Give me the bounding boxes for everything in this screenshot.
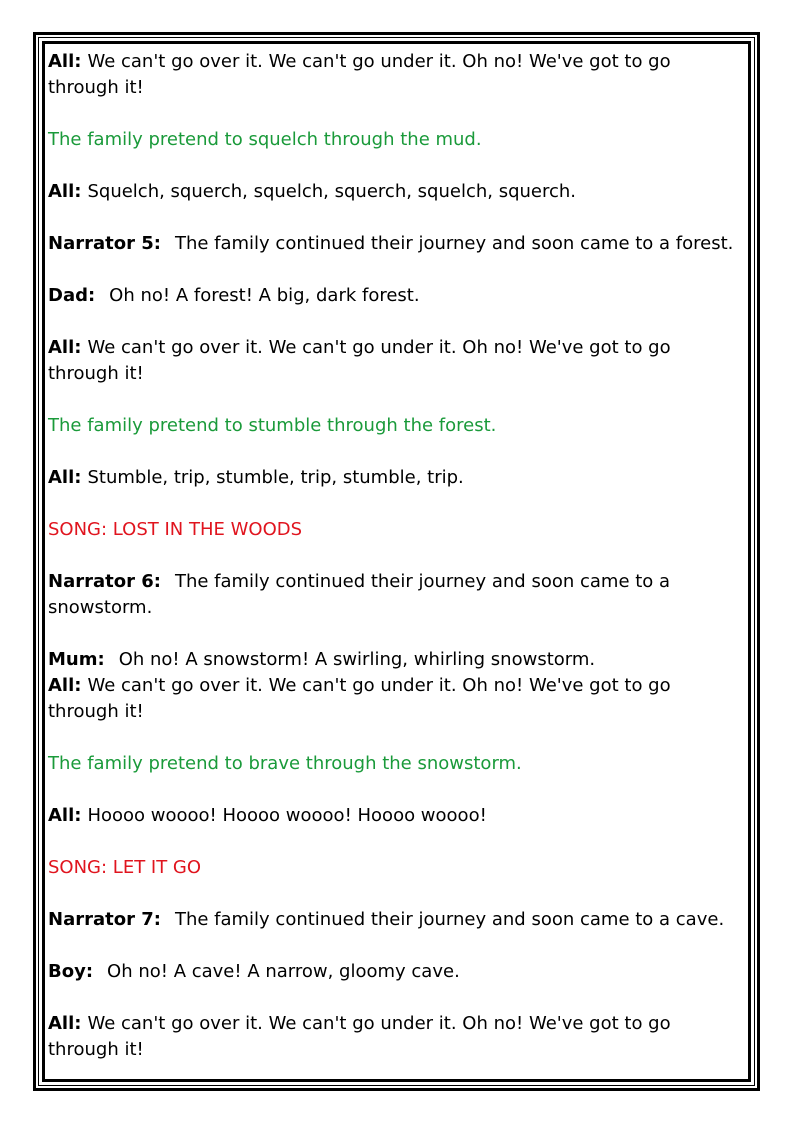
- speaker-label: Dad:: [48, 285, 96, 306]
- dialogue-line: [48, 49, 740, 101]
- dialogue-text: We can't go over it. We can't go under it. Oh no! We've got to go through it!: [48, 1013, 671, 1060]
- dialogue-text: We can't go over it. We can't go under it. Oh no! We've got to go through it!: [48, 337, 671, 384]
- dialogue-line: [48, 569, 740, 621]
- dialogue-text: The family continued their journey and soon came to a snowstorm.: [48, 571, 671, 618]
- script-body: [48, 49, 740, 1063]
- stage-direction: The family pretend to stumble through the forest.: [48, 415, 497, 436]
- speaker-label: Narrator 6:: [48, 571, 161, 592]
- stage-direction: The family pretend to squelch through the mud.: [48, 129, 482, 150]
- dialogue-line: [48, 907, 740, 933]
- dialogue-line: [48, 283, 740, 309]
- speaker-label: All:: [48, 805, 82, 826]
- dialogue-line: [48, 335, 740, 387]
- dialogue-text: The family continued their journey and soon came to a forest.: [174, 233, 734, 254]
- speaker-label: Mum:: [48, 649, 105, 670]
- dialogue-text: Oh no! A cave! A narrow, gloomy cave.: [107, 961, 460, 982]
- speaker-label: All:: [48, 675, 82, 696]
- dialogue-line: [48, 647, 740, 673]
- stage-direction: The family pretend to brave through the snowstorm.: [48, 753, 522, 774]
- speaker-label: All:: [48, 1013, 82, 1034]
- dialogue-line: [48, 673, 740, 725]
- song-title: SONG: LET IT GO: [48, 857, 202, 878]
- dialogue-text: We can't go over it. We can't go under it. Oh no! We've got to go through it!: [48, 51, 671, 98]
- speaker-label: All:: [48, 337, 82, 358]
- dialogue-line: [48, 1011, 740, 1063]
- dialogue-line: [48, 179, 740, 205]
- speaker-label: Narrator 7:: [48, 909, 161, 930]
- dialogue-line: [48, 959, 740, 985]
- song-title: SONG: LOST IN THE WOODS: [48, 519, 303, 540]
- dialogue-text: Stumble, trip, stumble, trip, stumble, trip.: [87, 467, 464, 488]
- dialogue-line: [48, 465, 740, 491]
- dialogue-text: The family continued their journey and soon came to a cave.: [174, 909, 725, 930]
- dialogue-text: We can't go over it. We can't go under it. Oh no! We've got to go through it!: [48, 675, 671, 722]
- dialogue-text: Oh no! A snowstorm! A swirling, whirling snowstorm.: [118, 649, 596, 670]
- dialogue-text: Squelch, squerch, squelch, squerch, squelch, squerch.: [87, 181, 577, 202]
- speaker-label: Boy:: [48, 961, 94, 982]
- speaker-label: All:: [48, 51, 82, 72]
- dialogue-line: [48, 231, 740, 257]
- dialogue-text: Oh no! A forest! A big, dark forest.: [109, 285, 420, 306]
- speaker-label: All:: [48, 181, 82, 202]
- speaker-label: All:: [48, 467, 82, 488]
- dialogue-line: [48, 803, 740, 829]
- speaker-label: Narrator 5:: [48, 233, 161, 254]
- dialogue-text: Hoooo woooo! Hoooo woooo! Hoooo woooo!: [87, 805, 487, 826]
